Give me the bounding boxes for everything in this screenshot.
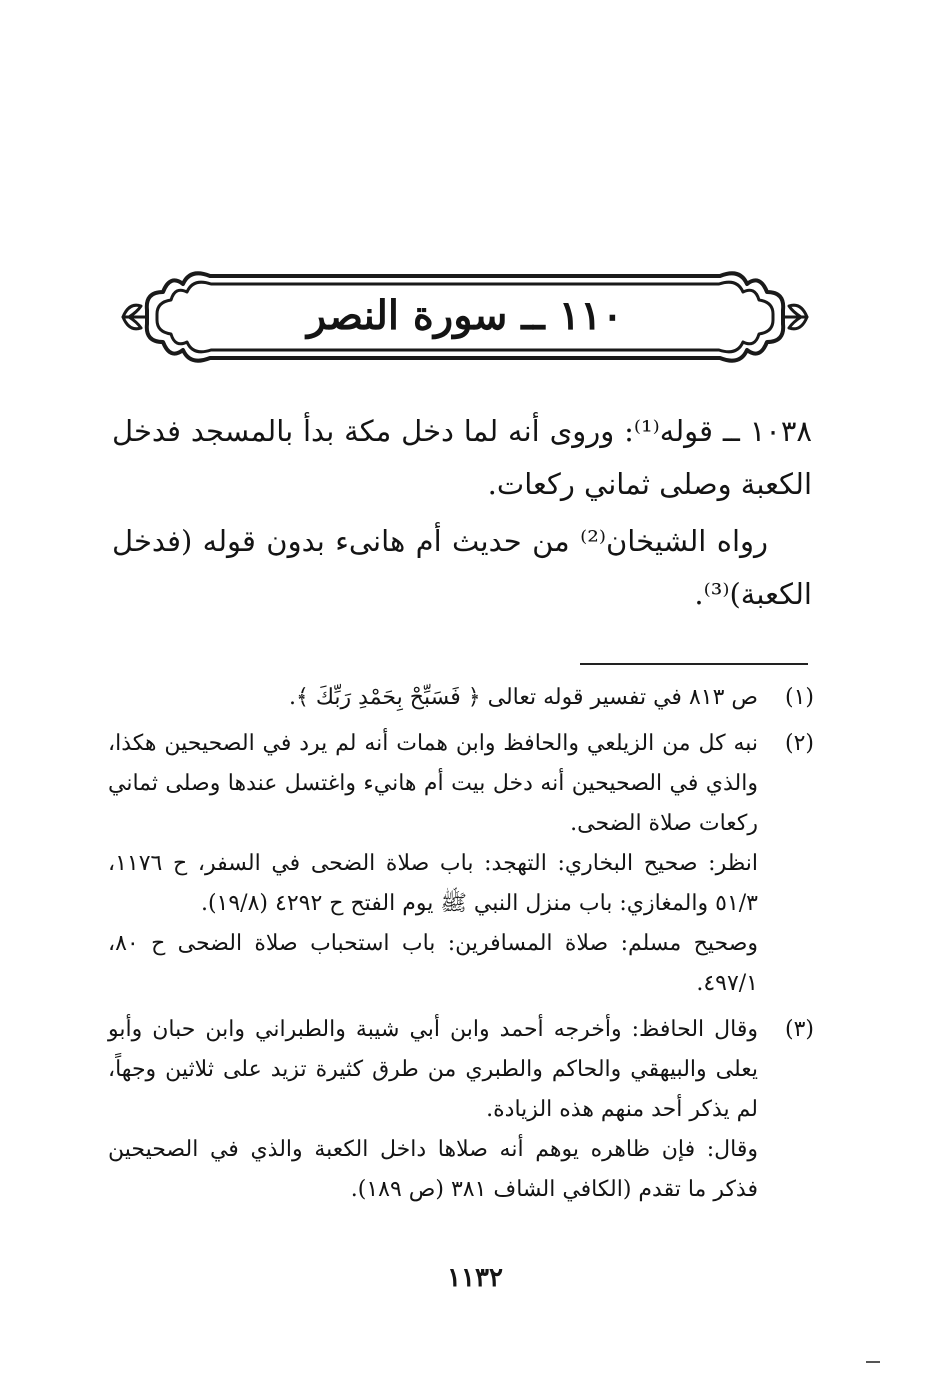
footnote-text: وقال: فإن ظاهره يوهم أنه صلاها داخل الكعبة والذي في الصحيحين فذكر ما تقدم (الكافي الشاف ٣٨١ (ص ١٨٩). xyxy=(108,1137,758,1202)
footnotes xyxy=(108,678,814,1216)
surah-heading-banner xyxy=(115,262,815,372)
footnote-text: وصحيح مسلم: صلاة المسافرين: باب استحباب صلاة الضحى ح ٨٠، ٤٩٧/١. xyxy=(108,931,758,996)
main-paragraph-1 xyxy=(112,405,812,511)
footnote-number: (١) xyxy=(784,685,814,710)
footnote-number: (٢) xyxy=(784,731,814,756)
page-number: ١١٣٢ xyxy=(447,1263,503,1293)
footnote-1 xyxy=(108,678,814,718)
footnote-text: انظر: صحيح البخاري: التهجد: باب صلاة الضحى في السفر، ح ١١٧٦، ٥١/٣ والمغازي: باب منزل النبي ﷺ يوم الفتح ح ٤٢٩٢ (١٩/٨). xyxy=(108,851,758,916)
paragraph-text: ١٠٣٨ ــ قوله⁽¹⁾: وروى أنه لما دخل مكة بدأ بالمسجد فدخل الكعبة وصلى ثماني ركعات. xyxy=(112,414,812,501)
footnote-text: ص ٨١٣ في تفسير قوله تعالى ﴿ فَسَبِّحْ بِحَمْدِ رَبِّكَ ﴾. xyxy=(289,685,758,710)
surah-title: ١١٠ ــ سورة النصر xyxy=(306,292,624,339)
footnote-text: نبه كل من الزيلعي والحافظ وابن همات أنه لم يرد في الصحيحين هكذا، والذي في الصحيحين أنه دخل بيت أم هانيء واغتسل عندها وصلى ثماني ركعات صلاة الضحى. xyxy=(108,731,758,836)
paragraph-text: رواه الشيخان⁽²⁾ من حديث أم هانىء بدون قوله (فدخل الكعبة)⁽³⁾. xyxy=(112,524,812,611)
footnote-3 xyxy=(108,1010,814,1210)
main-paragraph-2 xyxy=(112,515,812,621)
footnote-text: وقال الحافظ: وأخرجه أحمد وابن أبي شيبة والطبراني وابن حبان وأبو يعلى والبيهقي والحاكم والطبري من طرق كثيرة تزيد على ثلاثين وجهاً، لم يذكر أحد منهم هذه الزيادة. xyxy=(108,1017,758,1122)
footnote-2 xyxy=(108,724,814,1004)
footnote-number: (٣) xyxy=(784,1017,814,1042)
footnote-separator xyxy=(580,663,808,665)
